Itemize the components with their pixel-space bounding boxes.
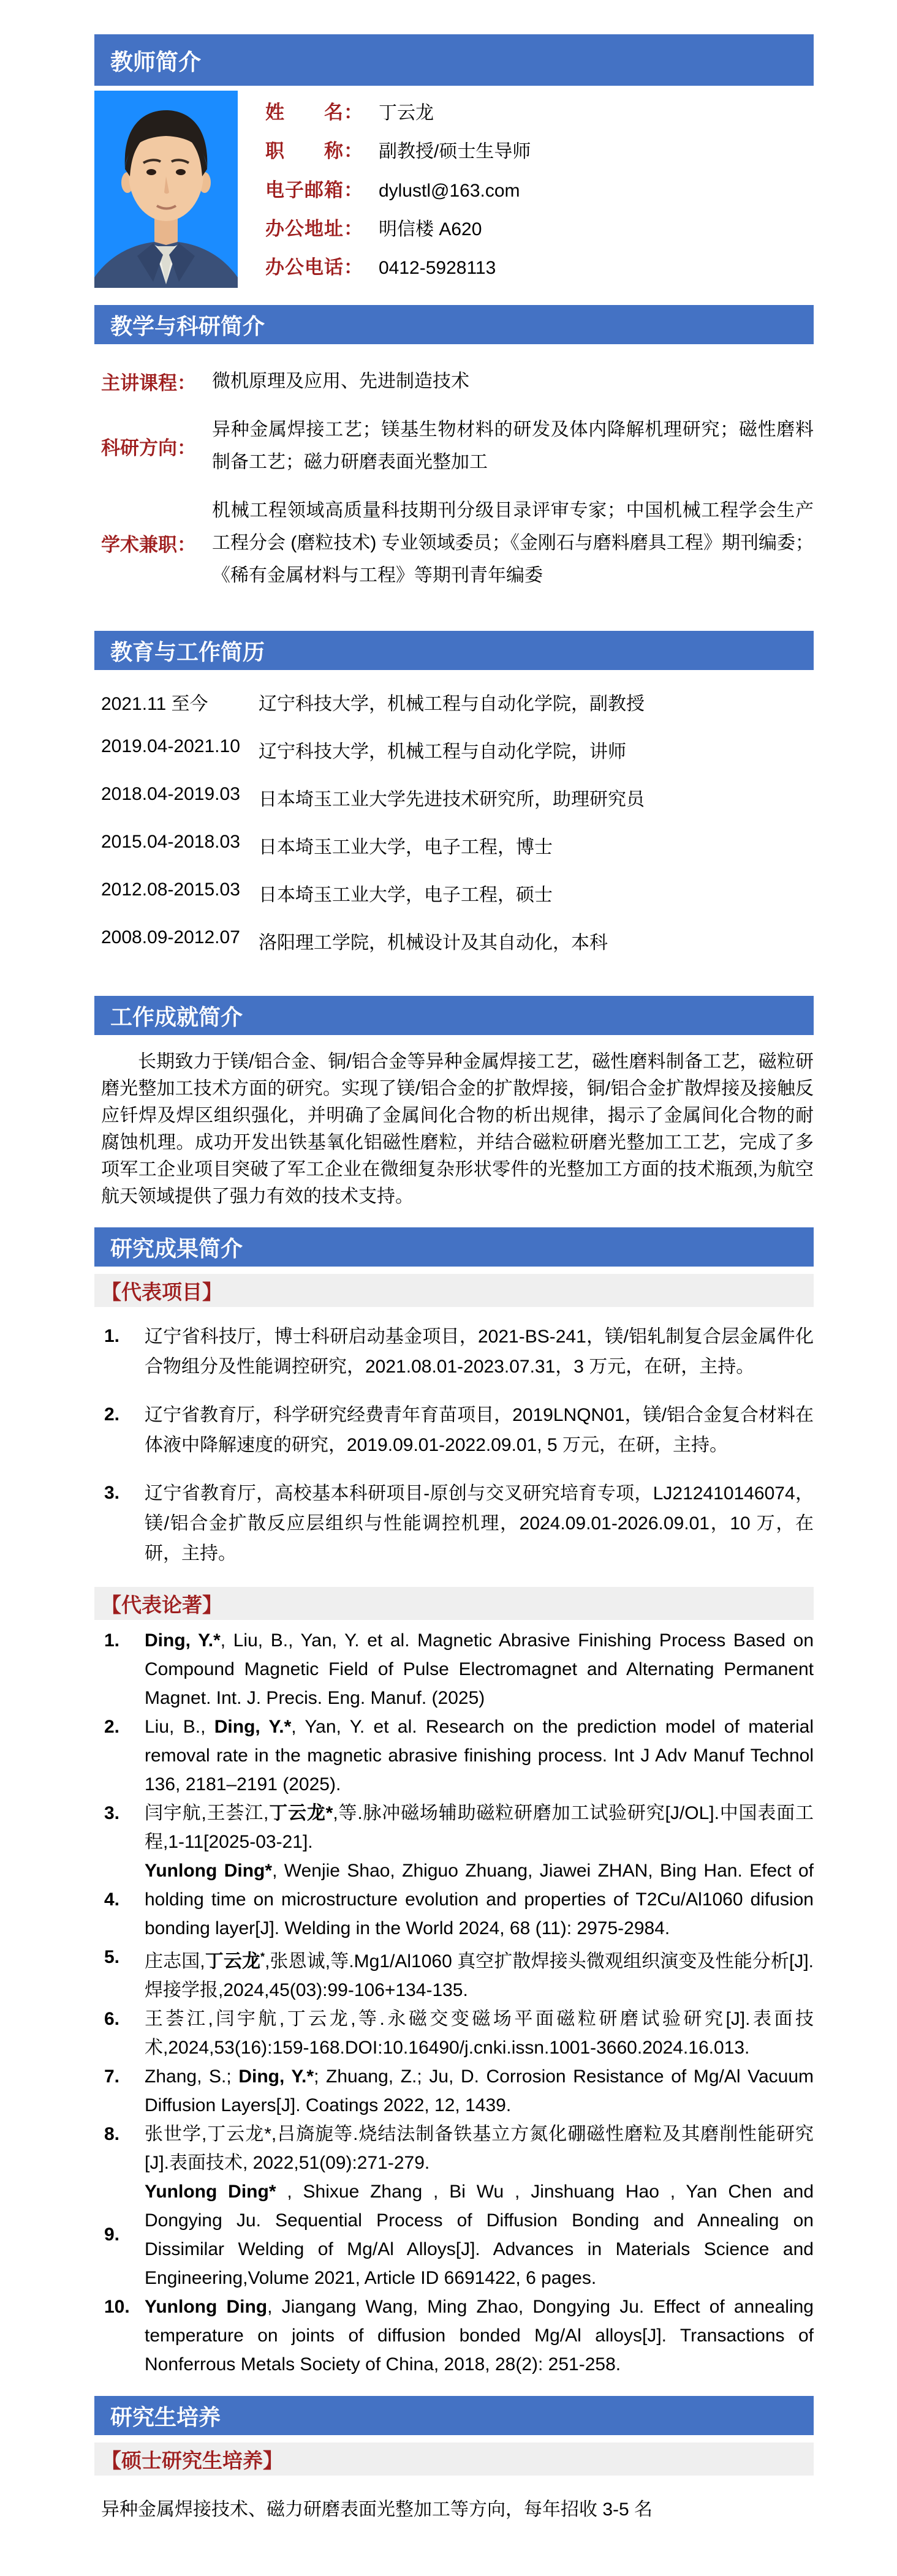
education-row — [94, 736, 814, 763]
profile-info-row — [265, 175, 814, 202]
publications-list — [94, 1626, 814, 2379]
education-row — [94, 784, 814, 811]
publications-subheader — [94, 1587, 814, 1620]
project-number: 1. — [104, 1326, 120, 1346]
section-banner-research — [94, 1227, 814, 1267]
publication-text: 张世学,丁云龙*,吕旖旎等.烧结法制备铁基立方氮化硼磁性磨粒及其磨削性能研究[J].表面技术, 2022,51(09):271-279. — [145, 2124, 814, 2173]
teaching-value: 机械工程领域高质量科技期刊分级目录评审专家；中国机械工程学会生产工程分会 (磨粒技术) 专业领域委员；《金刚石与磨料磨具工程》期刊编委；《稀有金属材料与工程》等期刊青年编委 — [212, 500, 814, 586]
info-label: 办公地址： — [265, 217, 363, 239]
info-label: 办公电话： — [265, 257, 363, 278]
project-item — [94, 1478, 814, 1569]
publication-text: Yunlong Ding* , Shixue Zhang , Bi Wu , Jinshuang Hao , Yan Chen and Dongying Ju. Sequential Process of Diffusion Bonding and Annealing on Dissimilar Welding of Mg/Al Alloys[J]. Advances in Materials Science and Engineering,Volume 2021, Article ID 6691422, 6 pages. — [145, 2182, 814, 2288]
section-research — [94, 1227, 814, 2379]
project-item — [94, 1400, 814, 1460]
info-label: 姓 名： — [265, 102, 363, 123]
section-graduate — [94, 2396, 814, 2521]
education-row — [94, 879, 814, 906]
publication-text: 闫宇航,王荟江,丁云龙*,等.脉冲磁场辅助磁粒研磨加工试验研究[J/OL].中国表面工程,1-11[2025-03-21]. — [145, 1803, 814, 1852]
section-teaching — [94, 305, 814, 614]
section-title-graduate: 研究生培养 — [110, 2404, 221, 2430]
publication-number: 4. — [104, 1889, 120, 1910]
education-row — [94, 688, 814, 715]
publication-text: Yunlong Ding, Jiangang Wang, Ming Zhao, Dongying Ju. Effect of annealing temperature on joints of diffusion bonded Mg/Al alloys[J]. Transactions of Nonferrous Metals Society of China, 2018, 28(2): 251-258. — [145, 2297, 814, 2375]
publication-number: 3. — [104, 1803, 120, 1823]
info-value: 丁云龙 — [379, 103, 434, 123]
education-row — [94, 927, 814, 954]
publication-item — [94, 2177, 814, 2292]
education-detail: 日本埼玉工业大学先进技术研究所，助理研究员 — [259, 789, 645, 810]
publication-item — [94, 2120, 814, 2177]
publication-text: Zhang, S.; Ding, Y.*; Zhuang, Z.; Ju, D. Corrosion Resistance of Mg/Al Vacuum Diffusion Layers[J]. Coatings 2022, 12, 1439. — [145, 2066, 814, 2115]
teaching-label: 主讲课程： — [101, 372, 196, 394]
publication-item — [94, 2292, 814, 2379]
info-label: 电子邮箱： — [265, 179, 363, 201]
profile-block — [94, 91, 814, 288]
section-banner-graduate — [94, 2396, 814, 2435]
education-detail: 辽宁科技大学，机械工程与自动化学院，讲师 — [259, 742, 626, 762]
section-banner-profile — [94, 34, 814, 86]
graduate-subheader-label: 【硕士研究生培养】 — [101, 2449, 283, 2472]
info-value: dylustl@163.com — [379, 180, 520, 201]
section-title-teaching: 教学与科研简介 — [110, 313, 265, 339]
publication-text: 庄志国,丁云龙*,张恩诚,等.Mg1/Al1060 真空扩散焊接头微观组织演变及性能分析[J].焊接学报,2024,45(03):99-106+134-135. — [145, 1951, 814, 2000]
profile-info-list — [265, 91, 814, 288]
publication-item — [94, 1712, 814, 1799]
education-detail: 日本埼玉工业大学，电子工程，博士 — [259, 837, 553, 857]
teaching-value: 异种金属焊接工艺；镁基生物材料的研发及体内降解机理研究；磁性磨料制备工艺；磁力研磨表面光整加工 — [212, 420, 814, 472]
graduate-text: 异种金属焊接技术、磁力研磨表面光整加工等方向，每年招收 3-5 名 — [101, 2499, 653, 2520]
project-text: 辽宁省教育厅，科学研究经费青年育苗项目，2019LNQN01，镁/铝合金复合材料在体液中降解速度的研究，2019.09.01-2022.09.01, 5 万元，在研，主持。 — [145, 1405, 814, 1455]
profile-info-row — [265, 213, 814, 241]
teaching-row — [94, 494, 814, 592]
project-number: 2. — [104, 1404, 120, 1425]
section-banner-teaching — [94, 305, 814, 344]
education-detail: 洛阳理工学院，机械设计及其自动化，本科 — [259, 933, 608, 953]
education-period: 2012.08-2015.03 — [101, 879, 240, 900]
info-value: 明信楼 A620 — [379, 219, 482, 239]
publication-text: 王荟江,闫宇航,丁云龙,等.永磁交变磁场平面磁粒研磨试验研究[J].表面技术,2024,53(16):159-168.DOI:10.16490/j.cnki.issn.1001-3660.2024.16.013. — [145, 2009, 814, 2058]
section-education — [94, 631, 814, 979]
education-period: 2019.04-2021.10 — [101, 736, 240, 756]
publication-number: 7. — [104, 2066, 120, 2087]
info-value: 0412-5928113 — [379, 258, 496, 278]
education-period: 2021.11 至今 — [101, 694, 208, 714]
section-achievement — [94, 996, 814, 1210]
publication-text: Liu, B., Ding, Y.*, Yan, Y. et al. Research on the prediction model of material removal rate in the magnetic abrasive finishing process. Int J Adv Manuf Technol 136, 2181–2191 (2025). — [145, 1717, 814, 1795]
education-period: 2008.09-2012.07 — [101, 927, 240, 947]
achievement-paragraph: 长期致力于镁/铝合金、铜/铝合金等异种金属焊接工艺，磁性磨料制备工艺，磁粒研磨光整加工技术方面的研究。实现了镁/铝合金的扩散焊接，铜/铝合金扩散焊接及接触反应钎焊及焊区组织强化，并明确了金属间化合物的析出规律，揭示了金属间化合物的耐腐蚀机理。成功开发出铁基氧化铝磁性磨粒，并结合磁粒研磨光整加工工艺，完成了多项军工企业项目突破了军工企业在微细复杂形状零件的光整加工方面的技术瓶颈,为航空航天领域提供了强力有效的技术支持。 — [101, 1052, 814, 1207]
section-title-research: 研究成果简介 — [110, 1235, 243, 1261]
section-title-profile: 教师简介 — [110, 50, 201, 75]
education-rows — [94, 670, 814, 979]
publication-number: 8. — [104, 2124, 120, 2144]
education-detail: 日本埼玉工业大学，电子工程，硕士 — [259, 885, 553, 905]
project-number: 3. — [104, 1483, 120, 1503]
publication-item — [94, 1856, 814, 1943]
teaching-row — [94, 365, 814, 397]
publication-item — [94, 2062, 814, 2120]
publication-item — [94, 2005, 814, 2062]
education-period: 2018.04-2019.03 — [101, 784, 240, 804]
section-banner-achievement — [94, 996, 814, 1035]
publication-text: Ding, Y.*, Liu, B., Yan, Y. et al. Magnetic Abrasive Finishing Process Based on Compound Magnetic Field of Pulse Electromagnet and Alternating Permanent Magnet. Int. J. Precis. Eng. Manuf. (2025) — [145, 1630, 814, 1708]
projects-subheader — [94, 1274, 814, 1307]
profile-info-row — [265, 252, 814, 279]
portrait-photo — [94, 91, 238, 288]
publication-item — [94, 1626, 814, 1712]
projects-list — [94, 1322, 814, 1569]
project-item — [94, 1322, 814, 1382]
teaching-label: 科研方向： — [101, 437, 196, 459]
education-detail: 辽宁科技大学，机械工程与自动化学院，副教授 — [259, 694, 645, 714]
profile-info-row — [265, 135, 814, 163]
profile-info-row — [265, 97, 814, 124]
teaching-row — [94, 413, 814, 478]
info-label: 职 称： — [265, 140, 363, 162]
teaching-label: 学术兼职： — [101, 534, 196, 555]
publication-number: 6. — [104, 2009, 120, 2029]
projects-subheader-label: 【代表项目】 — [101, 1280, 222, 1303]
section-title-education: 教育与工作简历 — [110, 639, 265, 665]
publication-number: 2. — [104, 1717, 120, 1737]
publication-number: 5. — [104, 1947, 120, 1967]
section-profile — [94, 34, 814, 288]
publication-number: 9. — [104, 2224, 120, 2245]
publication-item — [94, 1943, 814, 2005]
project-text: 辽宁省教育厅，高校基本科研项目-原创与交叉研究培育专项，LJ212410146074，镁/铝合金扩散反应层组织与性能调控机理，2024.09.01-2026.09.01，10 万，在研，主持。 — [145, 1483, 814, 1564]
project-text: 辽宁省科技厅，博士科研启动基金项目，2021-BS-241，镁/铝轧制复合层金属件化合物组分及性能调控研究，2021.08.01-2023.07.31，3 万元，在研，主持。 — [145, 1327, 814, 1377]
publications-subheader-label: 【代表论著】 — [101, 1593, 222, 1616]
section-banner-education — [94, 631, 814, 670]
publication-number: 1. — [104, 1630, 120, 1651]
publication-item — [94, 1799, 814, 1856]
graduate-subheader — [94, 2442, 814, 2476]
teaching-rows — [94, 344, 814, 614]
section-title-achievement: 工作成就简介 — [110, 1004, 243, 1030]
person-photo-illustration — [94, 91, 238, 288]
education-period: 2015.04-2018.03 — [101, 832, 240, 852]
publication-text: Yunlong Ding*, Wenjie Shao, Zhiguo Zhuang, Jiawei ZHAN, Bing Han. Efect of holding time on microstructure evolution and properties of T2Cu/Al1060 difusion bonding layer[J]. Welding in the World 2024, 68 (11): 2975-2984. — [145, 1861, 814, 1938]
info-value: 副教授/硕士生导师 — [379, 141, 531, 162]
faculty-profile-page — [94, 34, 814, 2521]
teaching-value: 微机原理及应用、先进制造技术 — [212, 371, 469, 391]
education-row — [94, 832, 814, 859]
publication-number: 10. — [104, 2297, 130, 2317]
